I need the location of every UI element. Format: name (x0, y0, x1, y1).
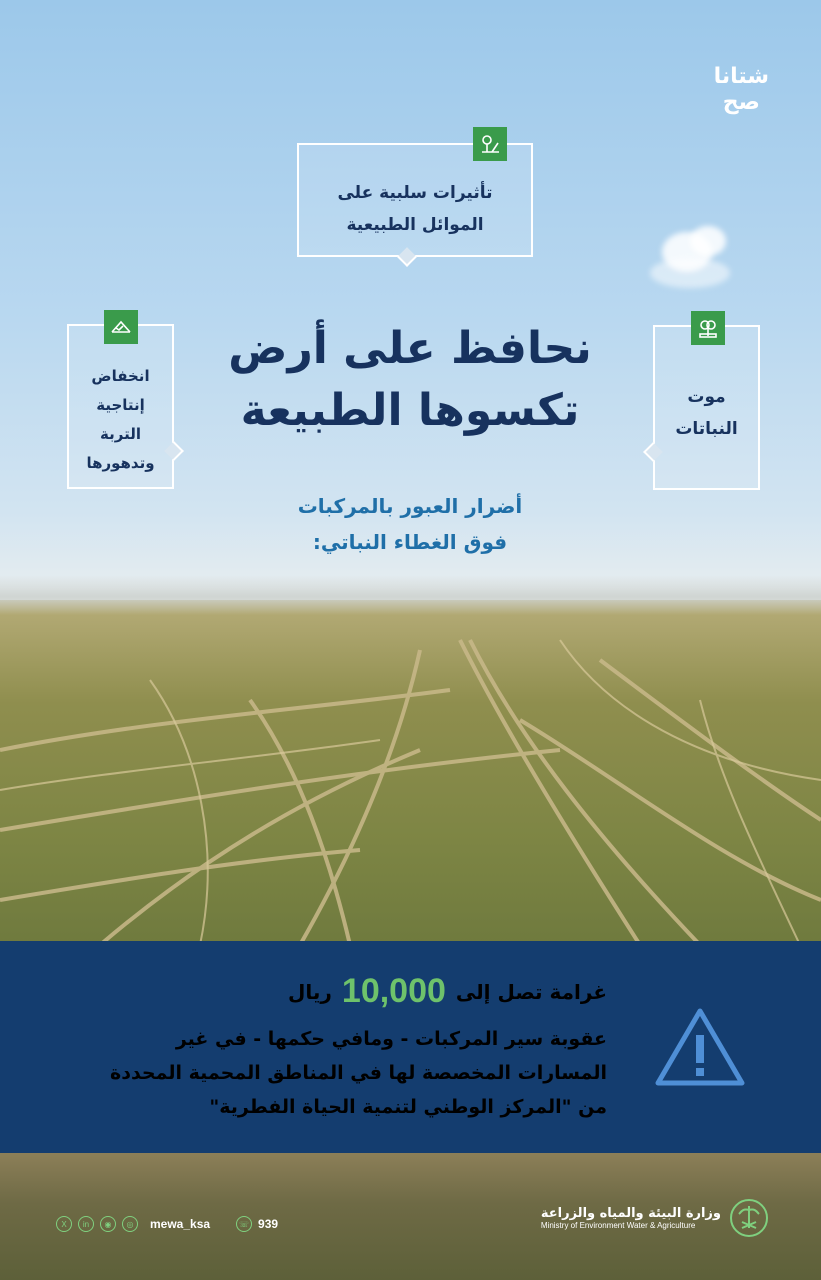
ministry-logo (541, 1198, 769, 1238)
fine-currency: ريال (288, 979, 332, 1004)
ministry-name-ar: وزارة البيئة والمياه والزراعة (540, 1206, 721, 1221)
warning-icon (652, 1005, 748, 1089)
left-box-line1: انخفاض (91, 367, 150, 385)
subtitle (230, 488, 590, 560)
right-box-line2: النباتات (675, 419, 738, 439)
tree-cut-icon (473, 127, 507, 161)
snapchat-icon[interactable]: ◉ (100, 1216, 116, 1232)
top-box-line2: الموائل الطبيعية (346, 215, 484, 235)
right-box-line1: موت (687, 387, 726, 407)
horizon-haze (0, 575, 821, 615)
fine-prefix: غرامة تصل إلى (455, 979, 607, 1004)
left-box-line3: التربة (100, 425, 141, 443)
social-bar (56, 1216, 278, 1232)
instagram-icon[interactable]: ◎ (122, 1216, 138, 1232)
top-box-line1: تأثيرات سلبية على (337, 183, 493, 203)
dead-plant-icon (691, 311, 725, 345)
cloud (690, 226, 726, 256)
headline (210, 318, 610, 442)
ground-tracks (0, 600, 821, 945)
soil-icon (104, 310, 138, 344)
right-callout-box (653, 325, 760, 490)
brand-line1: شتانا (713, 64, 769, 89)
fine-amount: 10,000 (341, 972, 446, 1010)
social-handle: mewa_ksa (150, 1217, 211, 1231)
fine-line (288, 972, 607, 1011)
linkedin-icon[interactable]: in (78, 1216, 94, 1232)
left-box-line2: إنتاجية (96, 396, 145, 414)
penalty-description: عقوبة سير المركبات - ومافي حكمها - في غير المسارات المخصصة لها في المناطق المحمية المحددة من "المركز الوطني لتنمية الحياة الفطرية" (109, 1028, 607, 1118)
headline-line1: نحافظ على أرض (228, 323, 592, 374)
headline-line2: تكسوها الطبيعة (240, 385, 580, 436)
subtitle-line1: أضرار العبور بالمركبات (297, 494, 523, 518)
subtitle-line2: فوق الغطاء النباتي: (312, 530, 508, 554)
x-icon[interactable]: X (56, 1216, 72, 1232)
cloud (650, 258, 730, 288)
left-box-line4: وتدهورها (86, 454, 155, 472)
ministry-name-en: Ministry of Environment Water & Agriculture (540, 1221, 696, 1230)
campaign-logo (714, 64, 769, 116)
phone-icon[interactable]: ☏ (236, 1216, 252, 1232)
phone-number: 939 (258, 1217, 279, 1231)
left-callout-box (67, 324, 174, 489)
ministry-emblem-icon (729, 1198, 769, 1238)
brand-line2: صح (722, 90, 760, 115)
